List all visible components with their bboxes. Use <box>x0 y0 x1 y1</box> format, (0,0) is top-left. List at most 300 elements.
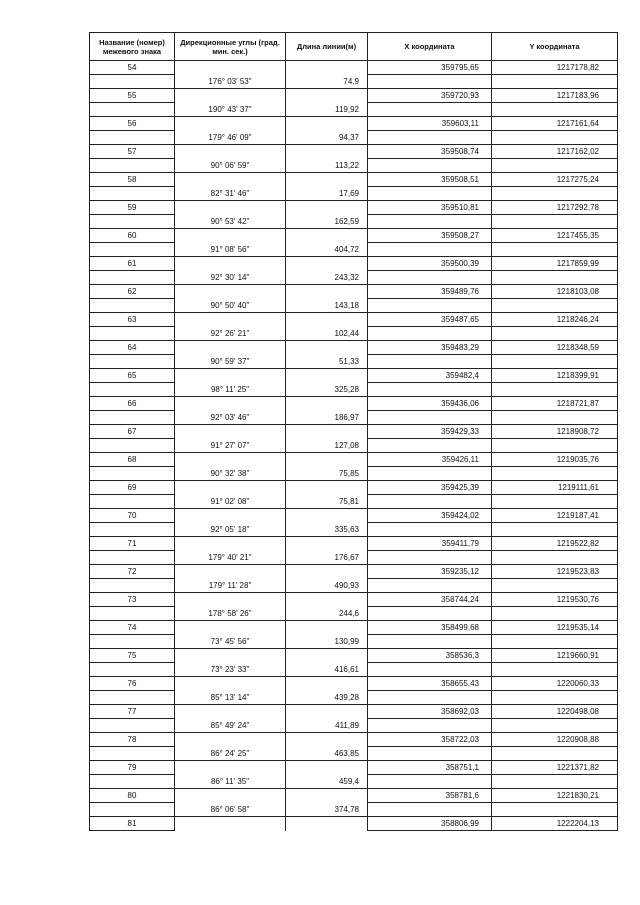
line-length: 94,37 <box>286 131 368 145</box>
angle-cell-empty <box>175 817 286 831</box>
point-number: 71 <box>90 537 175 551</box>
point-number: 69 <box>90 481 175 495</box>
table-row <box>90 719 618 733</box>
line-length: 244,6 <box>286 607 368 621</box>
y-coordinate: 1217183,96 <box>492 89 618 103</box>
x-cell-empty <box>368 551 492 565</box>
y-coordinate: 1218399,91 <box>492 369 618 383</box>
direction-angle: 92° 03' 46" <box>175 411 286 425</box>
y-coordinate: 1219535,14 <box>492 621 618 635</box>
table-row <box>90 103 618 117</box>
x-cell-empty <box>368 439 492 453</box>
y-coordinate: 1218721,87 <box>492 397 618 411</box>
x-coordinate: 359500,39 <box>368 257 492 271</box>
table-row <box>90 243 618 257</box>
length-cell-empty <box>286 481 368 495</box>
length-cell-empty <box>286 61 368 75</box>
table-row <box>90 117 618 131</box>
length-cell-empty <box>286 453 368 467</box>
table-row <box>90 397 618 411</box>
y-cell-empty <box>492 187 618 201</box>
line-length: 102,44 <box>286 327 368 341</box>
y-coordinate: 1219522,82 <box>492 537 618 551</box>
y-cell-empty <box>492 215 618 229</box>
line-length: 186,97 <box>286 411 368 425</box>
angle-cell-empty <box>175 229 286 243</box>
table-row <box>90 523 618 537</box>
point-number: 55 <box>90 89 175 103</box>
x-cell-empty <box>368 187 492 201</box>
point-cell-empty <box>90 271 175 285</box>
header-length: Длина линии(м) <box>286 33 368 61</box>
point-number: 73 <box>90 593 175 607</box>
y-cell-empty <box>492 159 618 173</box>
x-cell-empty <box>368 159 492 173</box>
table-row <box>90 369 618 383</box>
direction-angle: 178° 58' 26" <box>175 607 286 621</box>
x-cell-empty <box>368 607 492 621</box>
y-coordinate: 1217178,82 <box>492 61 618 75</box>
line-length: 325,28 <box>286 383 368 397</box>
table-row <box>90 439 618 453</box>
direction-angle: 90° 59' 37" <box>175 355 286 369</box>
table-row <box>90 187 618 201</box>
table-row <box>90 383 618 397</box>
direction-angle: 190° 43' 37" <box>175 103 286 117</box>
x-coordinate: 359795,65 <box>368 61 492 75</box>
length-cell-empty <box>286 313 368 327</box>
x-cell-empty <box>368 663 492 677</box>
point-number: 58 <box>90 173 175 187</box>
y-cell-empty <box>492 103 618 117</box>
angle-cell-empty <box>175 565 286 579</box>
y-coordinate: 1220498,08 <box>492 705 618 719</box>
point-number: 80 <box>90 789 175 803</box>
line-length: 459,4 <box>286 775 368 789</box>
y-coordinate: 1218246,24 <box>492 313 618 327</box>
x-coordinate: 359603,11 <box>368 117 492 131</box>
direction-angle: 179° 46' 09" <box>175 131 286 145</box>
angle-cell-empty <box>175 201 286 215</box>
x-cell-empty <box>368 75 492 89</box>
table-row <box>90 649 618 663</box>
x-coordinate: 359436,06 <box>368 397 492 411</box>
point-number: 57 <box>90 145 175 159</box>
angle-cell-empty <box>175 285 286 299</box>
table-row <box>90 579 618 593</box>
y-cell-empty <box>492 467 618 481</box>
y-coordinate: 1219111,61 <box>492 481 618 495</box>
direction-angle: 86° 06' 58" <box>175 803 286 817</box>
table-row <box>90 299 618 313</box>
point-number: 66 <box>90 397 175 411</box>
point-cell-empty <box>90 495 175 509</box>
length-cell-empty <box>286 621 368 635</box>
table-row <box>90 705 618 719</box>
y-coordinate: 1218348,59 <box>492 341 618 355</box>
length-cell-empty <box>286 425 368 439</box>
y-cell-empty <box>492 719 618 733</box>
x-coordinate: 359235,12 <box>368 565 492 579</box>
point-cell-empty <box>90 719 175 733</box>
table-row <box>90 201 618 215</box>
line-length: 75,81 <box>286 495 368 509</box>
x-cell-empty <box>368 747 492 761</box>
line-length: 130,99 <box>286 635 368 649</box>
point-number: 72 <box>90 565 175 579</box>
table-row <box>90 621 618 635</box>
x-coordinate: 358751,1 <box>368 761 492 775</box>
y-cell-empty <box>492 579 618 593</box>
x-coordinate: 359508,27 <box>368 229 492 243</box>
direction-angle: 86° 11' 35" <box>175 775 286 789</box>
table-row <box>90 453 618 467</box>
point-cell-empty <box>90 607 175 621</box>
x-cell-empty <box>368 635 492 649</box>
angle-cell-empty <box>175 145 286 159</box>
y-cell-empty <box>492 355 618 369</box>
y-coordinate: 1217275,24 <box>492 173 618 187</box>
x-coordinate: 358692,03 <box>368 705 492 719</box>
x-coordinate: 359482,4 <box>368 369 492 383</box>
x-cell-empty <box>368 803 492 817</box>
direction-angle: 90° 32' 38" <box>175 467 286 481</box>
angle-cell-empty <box>175 509 286 523</box>
point-number: 64 <box>90 341 175 355</box>
angle-cell-empty <box>175 593 286 607</box>
point-number: 68 <box>90 453 175 467</box>
point-cell-empty <box>90 243 175 257</box>
table-row <box>90 229 618 243</box>
length-cell-empty <box>286 257 368 271</box>
line-length: 335,63 <box>286 523 368 537</box>
point-number: 77 <box>90 705 175 719</box>
line-length: 374,78 <box>286 803 368 817</box>
direction-angle: 179° 11' 28" <box>175 579 286 593</box>
line-length: 490,93 <box>286 579 368 593</box>
x-coordinate: 359489,76 <box>368 285 492 299</box>
angle-cell-empty <box>175 173 286 187</box>
direction-angle: 92° 30' 14" <box>175 271 286 285</box>
length-cell-empty <box>286 229 368 243</box>
y-coordinate: 1219660,91 <box>492 649 618 663</box>
table-row <box>90 145 618 159</box>
point-cell-empty <box>90 131 175 145</box>
length-cell-empty <box>286 285 368 299</box>
point-number: 56 <box>90 117 175 131</box>
direction-angle: 92° 05' 18" <box>175 523 286 537</box>
point-number: 74 <box>90 621 175 635</box>
x-coordinate: 358806,99 <box>368 817 492 831</box>
table-row <box>90 495 618 509</box>
point-cell-empty <box>90 383 175 397</box>
line-length: 113,22 <box>286 159 368 173</box>
point-cell-empty <box>90 103 175 117</box>
table-row <box>90 607 618 621</box>
point-number: 65 <box>90 369 175 383</box>
table-row <box>90 61 618 75</box>
point-number: 75 <box>90 649 175 663</box>
line-length: 162,59 <box>286 215 368 229</box>
x-cell-empty <box>368 775 492 789</box>
point-cell-empty <box>90 523 175 537</box>
angle-cell-empty <box>175 369 286 383</box>
table-row <box>90 89 618 103</box>
x-coordinate: 359411,79 <box>368 537 492 551</box>
point-cell-empty <box>90 187 175 201</box>
length-cell-empty <box>286 369 368 383</box>
table-row <box>90 537 618 551</box>
point-number: 79 <box>90 761 175 775</box>
angle-cell-empty <box>175 397 286 411</box>
table-row <box>90 803 618 817</box>
x-coordinate: 359424,02 <box>368 509 492 523</box>
length-cell-empty <box>286 761 368 775</box>
point-cell-empty <box>90 411 175 425</box>
length-cell-empty <box>286 341 368 355</box>
x-coordinate: 359483,29 <box>368 341 492 355</box>
direction-angle: 92° 26' 21" <box>175 327 286 341</box>
table-row <box>90 173 618 187</box>
angle-cell-empty <box>175 425 286 439</box>
direction-angle: 85° 13' 14" <box>175 691 286 705</box>
table-row <box>90 411 618 425</box>
angle-cell-empty <box>175 649 286 663</box>
table-row <box>90 551 618 565</box>
y-cell-empty <box>492 411 618 425</box>
x-cell-empty <box>368 355 492 369</box>
point-cell-empty <box>90 299 175 313</box>
header-angle: Дирекционные углы (град. мин. сек.) <box>175 33 286 61</box>
table-row <box>90 775 618 789</box>
length-cell-empty <box>286 201 368 215</box>
x-cell-empty <box>368 719 492 733</box>
direction-angle: 179° 40' 21" <box>175 551 286 565</box>
x-coordinate: 359429,33 <box>368 425 492 439</box>
point-cell-empty <box>90 635 175 649</box>
angle-cell-empty <box>175 89 286 103</box>
y-cell-empty <box>492 327 618 341</box>
table-row <box>90 691 618 705</box>
table-row <box>90 341 618 355</box>
table-row <box>90 355 618 369</box>
y-coordinate: 1222204,13 <box>492 817 618 831</box>
table-row <box>90 677 618 691</box>
coordinates-document <box>89 32 617 831</box>
y-cell-empty <box>492 747 618 761</box>
y-cell-empty <box>492 495 618 509</box>
point-number: 81 <box>90 817 175 831</box>
y-cell-empty <box>492 131 618 145</box>
table-row <box>90 467 618 481</box>
point-cell-empty <box>90 747 175 761</box>
table-body <box>90 61 618 831</box>
table-row <box>90 663 618 677</box>
direction-angle: 86° 24' 25" <box>175 747 286 761</box>
header-x: X координата <box>368 33 492 61</box>
point-number: 54 <box>90 61 175 75</box>
direction-angle: 73° 23' 33" <box>175 663 286 677</box>
point-number: 78 <box>90 733 175 747</box>
x-cell-empty <box>368 691 492 705</box>
point-cell-empty <box>90 663 175 677</box>
table-row <box>90 635 618 649</box>
direction-angle: 90° 53' 42" <box>175 215 286 229</box>
y-coordinate: 1221830,21 <box>492 789 618 803</box>
table-row <box>90 215 618 229</box>
length-cell-empty <box>286 537 368 551</box>
y-cell-empty <box>492 243 618 257</box>
length-cell-empty <box>286 789 368 803</box>
direction-angle: 91° 27' 07" <box>175 439 286 453</box>
length-cell-empty <box>286 509 368 523</box>
y-cell-empty <box>492 383 618 397</box>
line-length: 439,28 <box>286 691 368 705</box>
x-cell-empty <box>368 215 492 229</box>
point-cell-empty <box>90 467 175 481</box>
point-number: 76 <box>90 677 175 691</box>
x-coordinate: 358722,03 <box>368 733 492 747</box>
y-coordinate: 1219523,83 <box>492 565 618 579</box>
x-coordinate: 359487,65 <box>368 313 492 327</box>
boundary-coordinates-table <box>89 32 618 831</box>
length-cell-empty <box>286 117 368 131</box>
x-cell-empty <box>368 243 492 257</box>
table-row <box>90 257 618 271</box>
table-row <box>90 159 618 173</box>
point-cell-empty <box>90 355 175 369</box>
x-coordinate: 359508,51 <box>368 173 492 187</box>
line-length: 411,89 <box>286 719 368 733</box>
length-cell-empty <box>286 397 368 411</box>
direction-angle: 82° 31' 46" <box>175 187 286 201</box>
direction-angle: 91° 08' 56" <box>175 243 286 257</box>
length-cell-empty <box>286 145 368 159</box>
line-length: 17,69 <box>286 187 368 201</box>
table-row <box>90 425 618 439</box>
x-cell-empty <box>368 383 492 397</box>
table-row <box>90 327 618 341</box>
y-coordinate: 1221371,82 <box>492 761 618 775</box>
table-row <box>90 565 618 579</box>
table-row <box>90 75 618 89</box>
x-cell-empty <box>368 579 492 593</box>
point-number: 70 <box>90 509 175 523</box>
line-length: 74,9 <box>286 75 368 89</box>
line-length: 176,67 <box>286 551 368 565</box>
y-coordinate: 1217859,99 <box>492 257 618 271</box>
x-coordinate: 359425,39 <box>368 481 492 495</box>
x-coordinate: 358536,3 <box>368 649 492 663</box>
table-row <box>90 817 618 831</box>
x-cell-empty <box>368 131 492 145</box>
angle-cell-empty <box>175 705 286 719</box>
direction-angle: 73° 45' 56" <box>175 635 286 649</box>
angle-cell-empty <box>175 537 286 551</box>
table-row <box>90 131 618 145</box>
length-cell-empty <box>286 705 368 719</box>
header-name: Название (номер) межевого знака <box>90 33 175 61</box>
y-cell-empty <box>492 523 618 537</box>
y-coordinate: 1220908,88 <box>492 733 618 747</box>
y-coordinate: 1220060,33 <box>492 677 618 691</box>
x-cell-empty <box>368 467 492 481</box>
angle-cell-empty <box>175 313 286 327</box>
length-cell-empty <box>286 565 368 579</box>
x-coordinate: 358499,68 <box>368 621 492 635</box>
x-cell-empty <box>368 327 492 341</box>
angle-cell-empty <box>175 761 286 775</box>
angle-cell-empty <box>175 733 286 747</box>
line-length: 119,92 <box>286 103 368 117</box>
point-number: 67 <box>90 425 175 439</box>
y-coordinate: 1218908,72 <box>492 425 618 439</box>
length-cell-empty <box>286 733 368 747</box>
y-coordinate: 1219530,76 <box>492 593 618 607</box>
line-length: 127,08 <box>286 439 368 453</box>
y-coordinate: 1217292,78 <box>492 201 618 215</box>
table-row <box>90 789 618 803</box>
table-row <box>90 271 618 285</box>
table-row <box>90 593 618 607</box>
y-cell-empty <box>492 75 618 89</box>
angle-cell-empty <box>175 341 286 355</box>
angle-cell-empty <box>175 117 286 131</box>
length-cell-empty <box>286 173 368 187</box>
point-cell-empty <box>90 215 175 229</box>
angle-cell-empty <box>175 677 286 691</box>
table-row <box>90 481 618 495</box>
line-length: 404,72 <box>286 243 368 257</box>
direction-angle: 98° 11' 25" <box>175 383 286 397</box>
line-length: 75,85 <box>286 467 368 481</box>
angle-cell-empty <box>175 61 286 75</box>
angle-cell-empty <box>175 481 286 495</box>
y-cell-empty <box>492 299 618 313</box>
y-coordinate: 1219035,76 <box>492 453 618 467</box>
x-cell-empty <box>368 411 492 425</box>
length-cell-empty <box>286 593 368 607</box>
x-cell-empty <box>368 103 492 117</box>
x-coordinate: 359508,74 <box>368 145 492 159</box>
table-row <box>90 509 618 523</box>
length-cell-empty <box>286 89 368 103</box>
point-number: 63 <box>90 313 175 327</box>
point-cell-empty <box>90 775 175 789</box>
length-cell-empty <box>286 817 368 831</box>
point-cell-empty <box>90 579 175 593</box>
point-cell-empty <box>90 803 175 817</box>
point-cell-empty <box>90 327 175 341</box>
x-coordinate: 359426,11 <box>368 453 492 467</box>
length-cell-empty <box>286 677 368 691</box>
length-cell-empty <box>286 649 368 663</box>
y-coordinate: 1217162,02 <box>492 145 618 159</box>
point-cell-empty <box>90 75 175 89</box>
y-coordinate: 1219187,41 <box>492 509 618 523</box>
line-length: 143,18 <box>286 299 368 313</box>
table-row <box>90 313 618 327</box>
point-number: 61 <box>90 257 175 271</box>
header-y: Y координата <box>492 33 618 61</box>
direction-angle: 90° 06' 59" <box>175 159 286 173</box>
line-length: 463,85 <box>286 747 368 761</box>
point-cell-empty <box>90 551 175 565</box>
x-coordinate: 358655,43 <box>368 677 492 691</box>
y-cell-empty <box>492 439 618 453</box>
y-cell-empty <box>492 271 618 285</box>
table-row <box>90 733 618 747</box>
